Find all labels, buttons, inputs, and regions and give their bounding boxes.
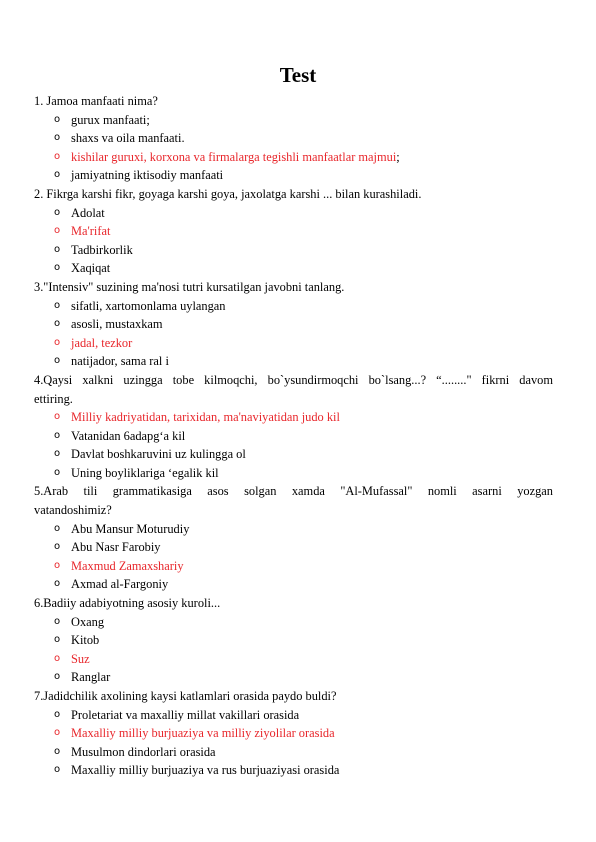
question-block bbox=[34, 278, 553, 371]
option-text: Suz bbox=[71, 651, 90, 666]
option-text: sifatli, xartomonlama uylangan bbox=[71, 298, 226, 313]
option-item bbox=[34, 427, 553, 446]
question-text: 1. Jamoa manfaati nima? bbox=[34, 94, 158, 108]
option-text: Maxmud Zamaxshariy bbox=[71, 558, 184, 573]
option-text: shaxs va oila manfaati. bbox=[71, 131, 185, 146]
bullet-icon: o bbox=[54, 727, 61, 739]
bullet-icon: o bbox=[54, 113, 61, 125]
question-block bbox=[34, 371, 553, 483]
option-text: Maxalliy milliy burjuaziya va rus burjuaziyasi orasida bbox=[71, 763, 340, 778]
question-text: 7.Jadidchilik axolining kaysi katlamlari orasida paydo buldi? bbox=[34, 689, 337, 703]
option-list bbox=[34, 297, 553, 371]
option-text: Davlat boshkaruvini uz kulingga ol bbox=[71, 447, 246, 462]
bullet-icon: o bbox=[54, 559, 61, 571]
option-text: Kitob bbox=[71, 633, 100, 648]
question-text: 3."Intensiv" suzining ma'nosi tutri kursatilgan javobni tanlang. bbox=[34, 279, 345, 294]
option-list bbox=[34, 520, 553, 594]
option-item bbox=[34, 204, 553, 223]
option-text: Maxalliy milliy burjuaziya va milliy ziyolilar orasida bbox=[71, 726, 335, 741]
bullet-icon: o bbox=[54, 745, 61, 757]
option-item bbox=[34, 297, 553, 316]
bullet-icon: o bbox=[54, 262, 61, 274]
option-text: Milliy kadriyatidan, tarixidan, ma'naviyatidan judo kil bbox=[71, 410, 340, 425]
bullet-icon: o bbox=[54, 318, 61, 330]
option-item bbox=[34, 445, 553, 464]
option-text: Abu Mansur Moturudiy bbox=[71, 521, 190, 536]
bullet-icon: o bbox=[54, 615, 61, 627]
option-text: gurux manfaati; bbox=[71, 112, 150, 127]
question-text: 2. Fikrga karshi fikr, goyaga karshi goya, jaxolatga karshi ... bilan kurashiladi. bbox=[34, 186, 422, 201]
question-text: 6.Badiiy adabiyotning asosiy kuroli... bbox=[34, 596, 221, 611]
correct-option-item bbox=[34, 650, 553, 669]
option-text: natijador, sama ral i bbox=[71, 354, 169, 369]
option-list bbox=[34, 111, 553, 185]
option-list bbox=[34, 613, 553, 687]
page-title: Test bbox=[279, 63, 317, 87]
bullet-icon: o bbox=[54, 206, 61, 218]
bullet-icon: o bbox=[54, 671, 61, 683]
question-text-line1: 5.Arab tili grammatikasiga asos solgan xamda "Al-Mufassal" nomli asarni yozgan bbox=[34, 484, 553, 499]
correct-option-item bbox=[34, 724, 553, 743]
bullet-icon: o bbox=[54, 652, 61, 664]
option-text: kishilar guruxi, korxona va firmalarga tegishli manfaatlar majmui bbox=[71, 149, 397, 164]
bullet-icon: o bbox=[54, 336, 61, 348]
option-item bbox=[34, 668, 553, 687]
bullet-icon: o bbox=[54, 243, 61, 255]
option-item bbox=[34, 761, 553, 780]
bullet-icon: o bbox=[54, 355, 61, 367]
option-item bbox=[34, 520, 553, 539]
option-item bbox=[34, 613, 553, 632]
option-text: Oxang bbox=[71, 614, 105, 629]
question-text-line2: vatandoshimiz? bbox=[34, 503, 112, 518]
option-list bbox=[34, 408, 553, 482]
option-text: Musulmon dindorlari orasida bbox=[71, 744, 216, 759]
option-item bbox=[34, 166, 553, 185]
option-item bbox=[34, 575, 553, 594]
question-block bbox=[34, 687, 553, 780]
bullet-icon: o bbox=[54, 150, 61, 162]
option-text: Ma'rifat bbox=[71, 224, 111, 239]
option-text: jamiyatning iktisodiy manfaati bbox=[71, 168, 224, 183]
option-text: Axmad al-Fargoniy bbox=[71, 577, 169, 592]
option-text: Xaqiqat bbox=[71, 261, 111, 276]
option-item bbox=[34, 464, 553, 483]
question-block bbox=[34, 92, 553, 185]
bullet-icon: o bbox=[54, 522, 61, 534]
question-block bbox=[34, 185, 553, 278]
bullet-icon: o bbox=[54, 169, 61, 181]
correct-option-item bbox=[34, 148, 553, 167]
option-item bbox=[34, 111, 553, 130]
option-item bbox=[34, 352, 553, 371]
option-text: asosli, mustaxkam bbox=[71, 317, 163, 332]
option-item bbox=[34, 706, 553, 725]
bullet-icon: o bbox=[54, 429, 61, 441]
option-item bbox=[34, 129, 553, 148]
option-list bbox=[34, 204, 553, 278]
option-text: Uning boyliklariga ‘egalik kil bbox=[71, 465, 219, 480]
option-text: Abu Nasr Farobiy bbox=[71, 540, 161, 555]
bullet-icon: o bbox=[54, 634, 61, 646]
question-block bbox=[34, 482, 553, 594]
test-content bbox=[34, 92, 553, 780]
bullet-icon: o bbox=[54, 299, 61, 311]
option-item bbox=[34, 631, 553, 650]
option-item bbox=[34, 743, 553, 762]
bullet-icon: o bbox=[54, 466, 61, 478]
option-item bbox=[34, 241, 553, 260]
correct-option-item bbox=[34, 222, 553, 241]
option-text: Adolat bbox=[71, 205, 105, 220]
correct-option-item bbox=[34, 557, 553, 576]
bullet-icon: o bbox=[54, 225, 61, 237]
bullet-icon: o bbox=[54, 764, 61, 776]
option-text: Proletariat va maxalliy millat vakillari orasida bbox=[71, 707, 300, 722]
option-list bbox=[34, 706, 553, 780]
question-block bbox=[34, 594, 553, 687]
question-text-line1: 4.Qaysi xalkni uzingga tobe kilmoqchi, bo`ysundirmoqchi bo`lsang...? “........" fikrni davom bbox=[34, 372, 553, 387]
bullet-icon: o bbox=[54, 411, 61, 423]
option-text: Tadbirkorlik bbox=[71, 242, 133, 257]
bullet-icon: o bbox=[54, 578, 61, 590]
option-item bbox=[34, 315, 553, 334]
bullet-icon: o bbox=[54, 448, 61, 460]
question-text-line2: ettiring. bbox=[34, 391, 73, 406]
bullet-icon: o bbox=[54, 541, 61, 553]
option-item bbox=[34, 259, 553, 278]
option-text: Vatanidan 6adapg‘a kil bbox=[71, 428, 186, 443]
option-text: Ranglar bbox=[71, 670, 111, 685]
bullet-icon: o bbox=[54, 132, 61, 144]
correct-option-item bbox=[34, 408, 553, 427]
option-text: jadal, tezkor bbox=[71, 335, 133, 350]
option-suffix: ; bbox=[396, 149, 400, 164]
option-item bbox=[34, 538, 553, 557]
correct-option-item bbox=[34, 334, 553, 353]
bullet-icon: o bbox=[54, 708, 61, 720]
